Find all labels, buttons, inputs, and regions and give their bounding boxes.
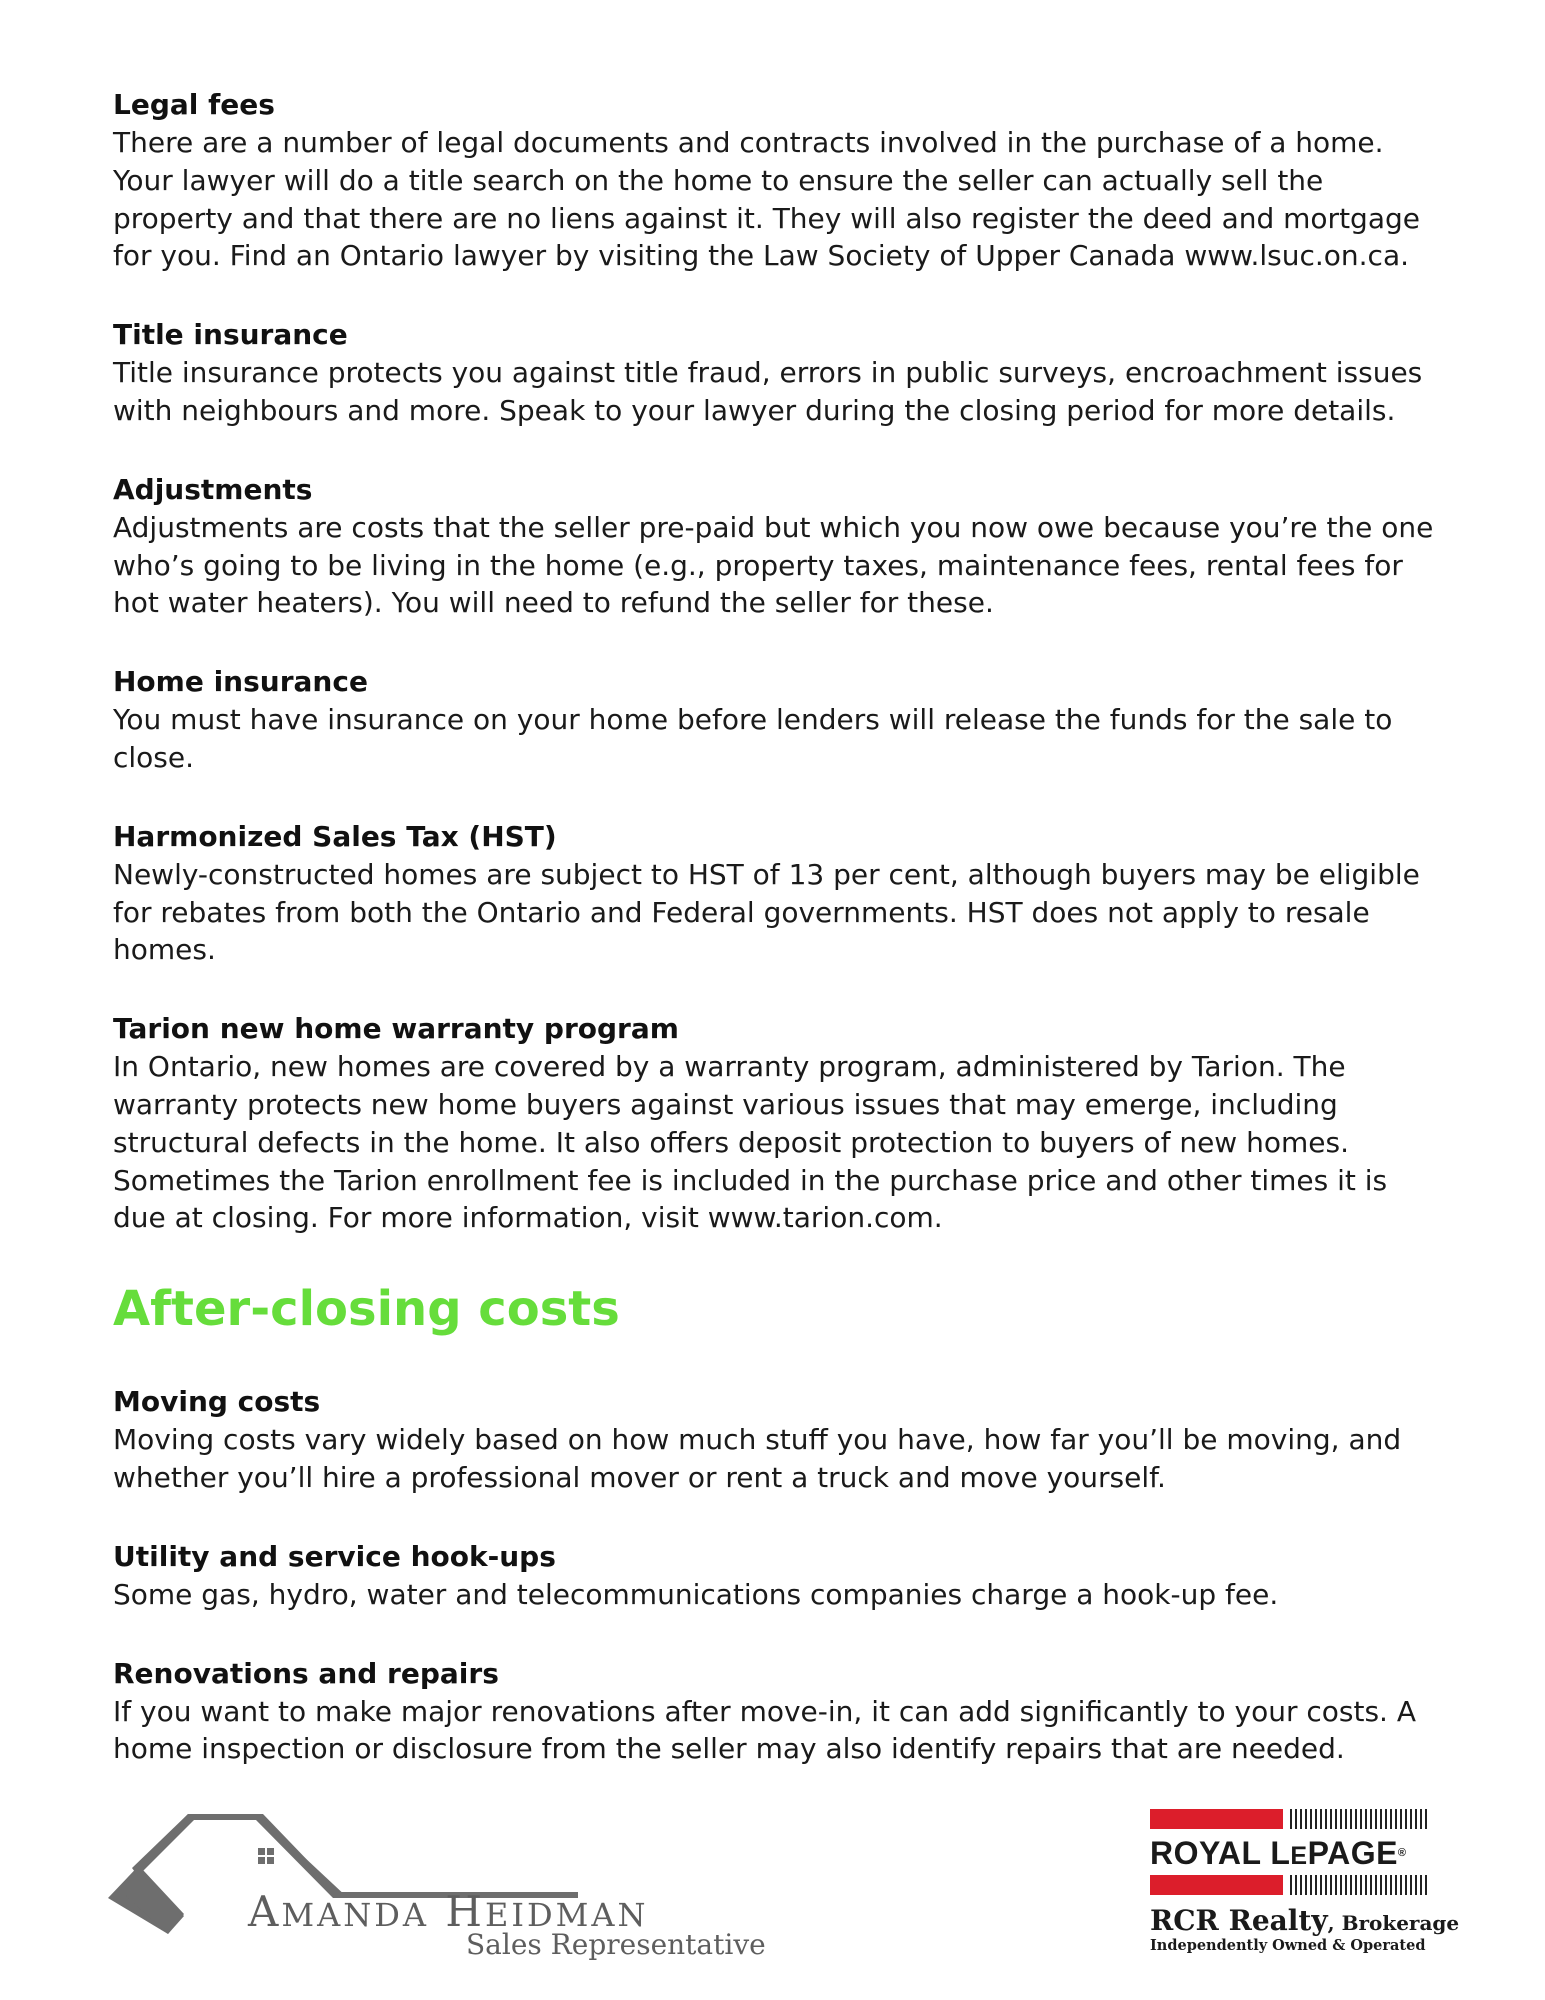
section-title: Tarion new home warranty program <box>113 1012 679 1046</box>
section-body: Adjustments are costs that the seller pre-paid but which you now owe because you’re the one who’s going to be living in the home (e.g., property taxes, maintenance fees, rental fees for hot water heaters). You will need to refund the seller for these. <box>113 510 1434 620</box>
section-title: Harmonized Sales Tax (HST) <box>113 819 557 853</box>
agent-title: Sales Representative <box>466 1928 766 1961</box>
section-title: Legal fees <box>113 88 275 121</box>
section-title-insurance <box>113 316 1443 430</box>
section-body: You must have insurance on your home before lenders will release the funds for the sale to close. <box>113 703 1393 774</box>
brand-wordmark: ROYAL LEPAGE® <box>1150 1835 1407 1871</box>
after-closing-heading: After-closing costs <box>113 1281 620 1338</box>
section-body: There are a number of legal documents and contracts involved in the purchase of a home. Your lawyer will do a title search on the home to ensure the seller can actually sell the property and that there are no liens against it. They will also register the deed and mortgage for you. Find an Ontario lawyer by visiting the Law Society of Upper Canada www.lsuc.on.ca. <box>113 126 1420 273</box>
section-title: Home insurance <box>113 665 368 699</box>
brand-ticks-top <box>1290 1809 1430 1829</box>
brand-ticks-bottom <box>1290 1875 1430 1895</box>
section-renovations-repairs <box>113 1655 1443 1769</box>
section-body: Newly-constructed homes are subject to HST of 13 per cent, although buyers may be eligible for rebates from both the Ontario and Federal governments. HST does not apply to resale homes. <box>113 857 1420 967</box>
section-title: Title insurance <box>113 318 348 352</box>
brokerage-tagline: Independently Owned & Operated <box>1150 1937 1426 1954</box>
section-home-insurance <box>113 663 1443 777</box>
section-body: Moving costs vary widely based on how much stuff you have, how far you’ll be moving, and whether you’ll hire a professional mover or rent a truck and move yourself. <box>113 1423 1402 1494</box>
roof-inner-shape <box>132 1814 348 1898</box>
section-title: Renovations and repairs <box>113 1656 499 1690</box>
brand-red-bar-top <box>1150 1809 1283 1829</box>
section-title: Adjustments <box>113 472 313 506</box>
section-utility-hookups <box>113 1538 1443 1614</box>
brokerage-name: RCR Realty, Brokerage <box>1150 1904 1460 1937</box>
section-title: Moving costs <box>113 1385 321 1419</box>
agent-name: AMANDA HEIDMAN <box>248 1887 649 1936</box>
section-body: If you want to make major renovations after move-in, it can add significantly to your costs. A home inspection or disclosure from the seller may also identify repairs that are needed. <box>113 1694 1417 1766</box>
section-body: Some gas, hydro, water and telecommunications companies charge a hook-up fee. <box>113 1577 1279 1611</box>
section-tarion-warranty <box>113 1010 1443 1237</box>
section-hst <box>113 818 1443 969</box>
section-title: Utility and service hook-ups <box>113 1539 556 1573</box>
section-body: Title insurance protects you against title fraud, errors in public surveys, encroachment issues with neighbours and more. Speak to your lawyer during the closing period for more details. <box>113 356 1423 427</box>
section-body: In Ontario, new homes are covered by a warranty program, administered by Tarion. The warranty protects new home buyers against various issues that may emerge, including structural defects in the home. It also offers deposit protection to buyers of new homes. Sometimes the Tarion enrollment fee is included in the purchase price and other times it is due at closing. For more information, visit www.tarion.com. <box>113 1050 1388 1235</box>
document-body <box>113 86 1443 1809</box>
brand-red-bar-bottom <box>1150 1875 1283 1895</box>
section-adjustments <box>113 471 1443 622</box>
upper-window-icon <box>258 1848 274 1864</box>
section-legal-fees <box>113 86 1443 275</box>
section-moving-costs <box>113 1383 1443 1497</box>
brokerage-logo <box>1150 1809 1460 1959</box>
